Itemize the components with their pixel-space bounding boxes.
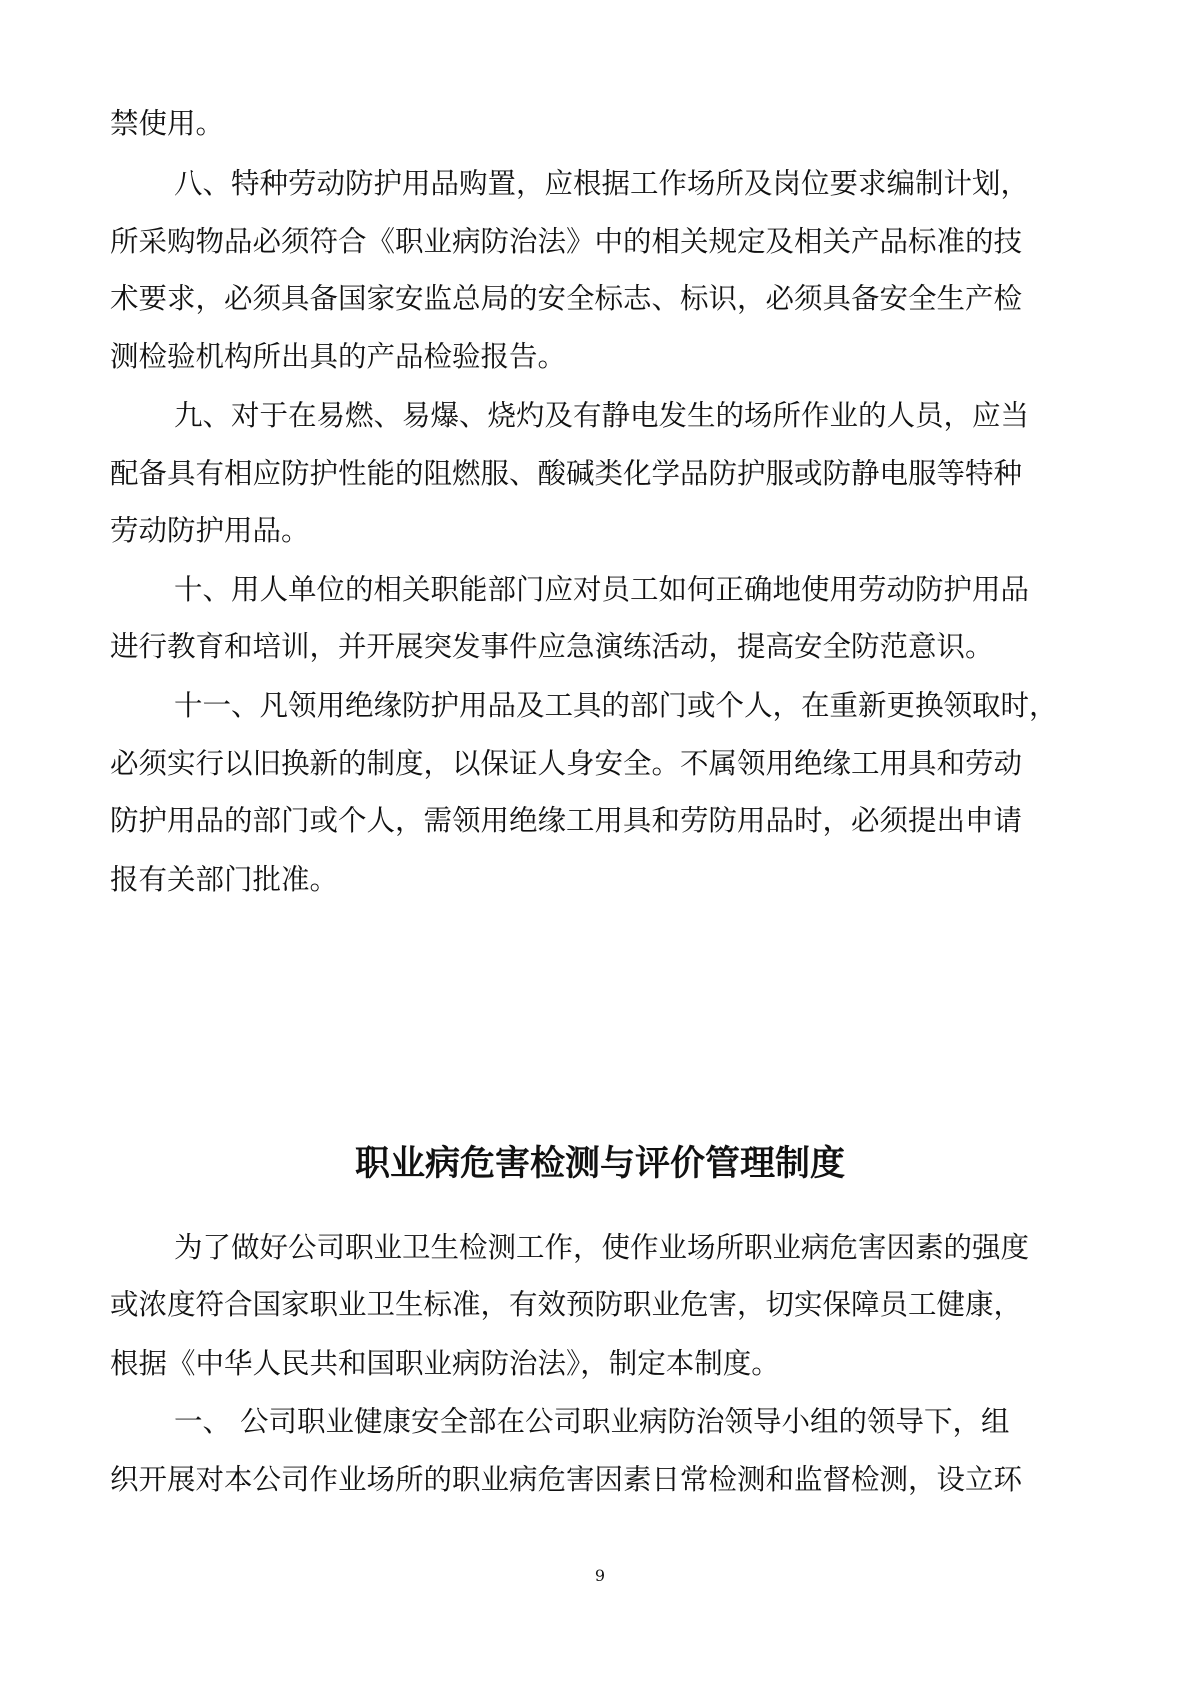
- paragraph-line: 禁使用。: [110, 107, 225, 140]
- paragraph-line: 配备具有相应防护性能的阻燃服、酸碱类化学品防护服或防静电服等特种: [110, 457, 1023, 490]
- paragraph-line: 进行教育和培训，并开展突发事件应急演练活动，提高安全防范意识。: [110, 630, 994, 663]
- paragraph-line: 劳动防护用品。: [110, 514, 310, 547]
- paragraph-line: 术要求，必须具备国家安监总局的安全标志、标识，必须具备安全生产检: [110, 282, 1023, 315]
- paragraph-line: 九、对于在易燃、易爆、烧灼及有静电发生的场所作业的人员，应当: [174, 399, 1030, 432]
- paragraph-line: 根据《中华人民共和国职业病防治法》，制定本制度。: [110, 1347, 780, 1380]
- section-title: 职业病危害检测与评价管理制度: [354, 1144, 845, 1184]
- paragraph-line: 为了做好公司职业卫生检测工作，使作业场所职业病危害因素的强度: [174, 1231, 1030, 1264]
- paragraph-line: 测检验机构所出具的产品检验报告。: [110, 340, 567, 373]
- page-number: 9: [594, 1566, 606, 1585]
- paragraph-line: 报有关部门批准。: [110, 863, 339, 896]
- paragraph-line: 十一、凡领用绝缘防护用品及工具的部门或个人，在重新更换领取时，: [174, 689, 1058, 722]
- paragraph-line: 八、特种劳动防护用品购置，应根据工作场所及岗位要求编制计划，: [174, 167, 1030, 200]
- paragraph-line: 防护用品的部门或个人，需领用绝缘工用具和劳防用品时，必须提出申请: [110, 804, 1023, 837]
- paragraph-line: 十、用人单位的相关职能部门应对员工如何正确地使用劳动防护用品: [174, 573, 1030, 606]
- paragraph-line: 一、 公司职业健康安全部在公司职业病防治领导小组的领导下，组: [174, 1405, 1010, 1438]
- paragraph-line: 织开展对本公司作业场所的职业病危害因素日常检测和监督检测，设立环: [110, 1463, 1023, 1496]
- paragraph-line: 所采购物品必须符合《职业病防治法》中的相关规定及相关产品标准的技: [110, 225, 1023, 258]
- paragraph-line: 或浓度符合国家职业卫生标准，有效预防职业危害，切实保障员工健康，: [110, 1288, 1023, 1321]
- paragraph-line: 必须实行以旧换新的制度，以保证人身安全。不属领用绝缘工用具和劳动: [110, 747, 1023, 780]
